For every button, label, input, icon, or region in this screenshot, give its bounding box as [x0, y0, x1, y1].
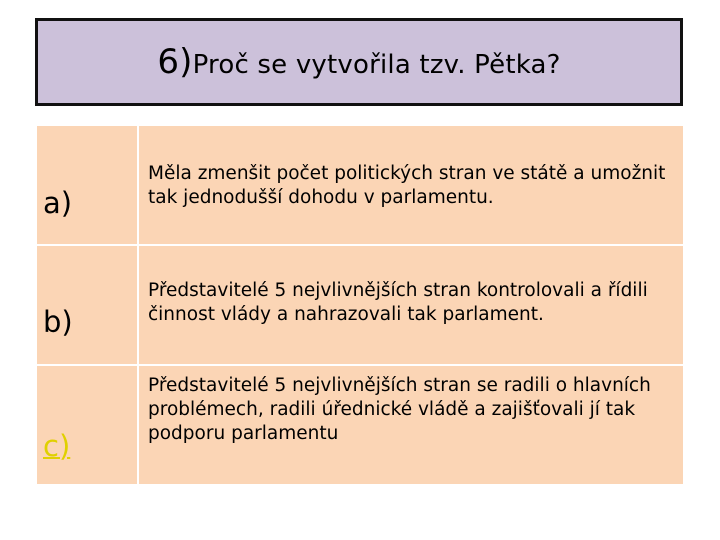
answer-row-a[interactable]: [37, 126, 683, 244]
answer-text-c: Představitelé 5 nejvlivnějších stran se radili o hlavních problémech, radili úřednické vládě a zajišťovali jí tak podporu parlamentu: [148, 375, 651, 444]
question-title: [157, 42, 560, 82]
answer-letter-b: b): [43, 305, 73, 339]
answer-text-a: Měla zmenšit počet politických stran ve státě a umožnit tak jednodušší dohodu v parlamentu.: [148, 163, 666, 208]
question-title-box: [35, 18, 683, 106]
answer-letter-c: c): [43, 429, 71, 463]
answer-letter-a: a): [43, 186, 73, 220]
answer-text-b: Představitelé 5 nejvlivnějších stran kontrolovali a řídili činnost vlády a nahrazovali tak parlament.: [148, 280, 648, 325]
question-text: Proč se vytvořila tzv. Pětka?: [192, 50, 561, 80]
answer-table: [37, 126, 683, 484]
answer-row-c[interactable]: [37, 366, 683, 484]
question-number: 6): [157, 42, 193, 82]
answer-row-b[interactable]: [37, 246, 683, 364]
